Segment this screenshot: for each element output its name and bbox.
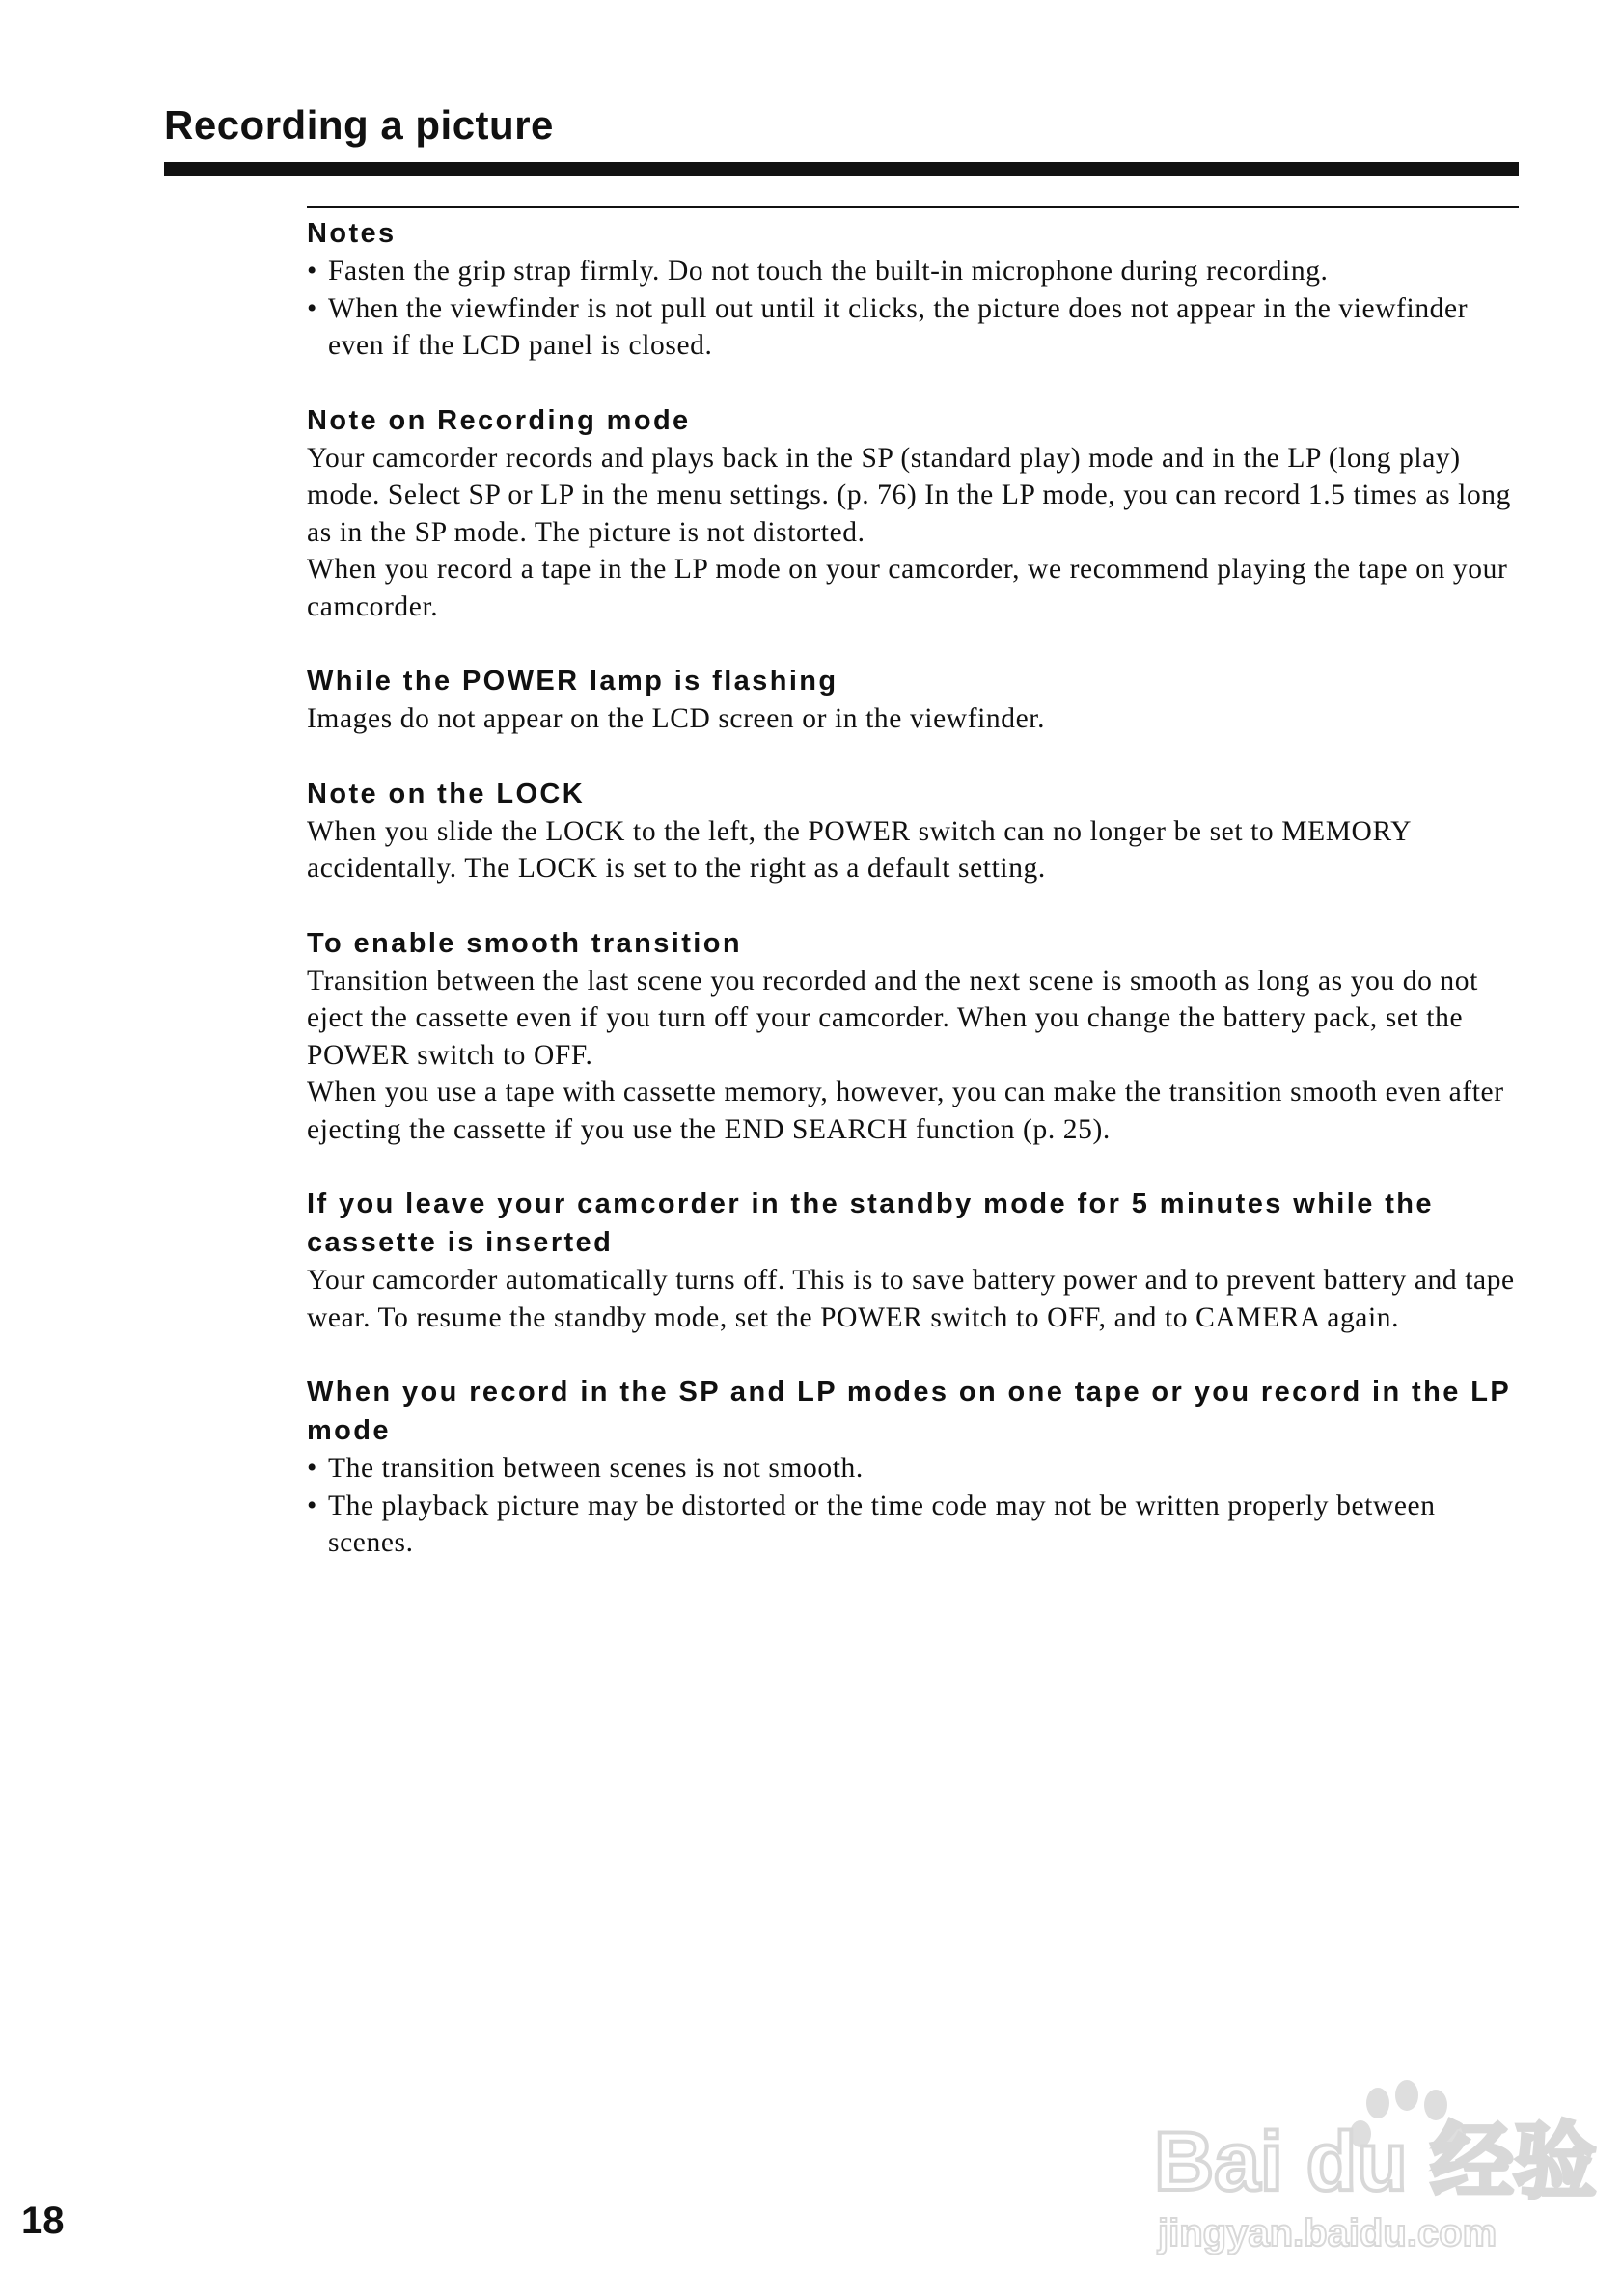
section-paragraph: Transition between the last scene you recorded and the next scene is smooth as long as you do not eject the cassette even if you turn off your camcorder. When you change the battery pack, set the POWER switch to OFF. <box>307 965 1478 1071</box>
watermark-logo-text: Bai du 经验 <box>1154 2116 1597 2208</box>
section-lock <box>307 775 1521 888</box>
baidu-watermark-logo <box>1154 2074 1597 2267</box>
section-paragraph: Your camcorder automatically turns off. This is to save battery power and to prevent battery and tape wear. To resume the standby mode, set the POWER switch to OFF, and to CAMERA again. <box>307 1265 1515 1333</box>
section-standby-mode <box>307 1185 1521 1336</box>
section-paragraph: Your camcorder records and plays back in the SP (standard play) mode and in the LP (long play) mode. Select SP or LP in the menu settings. (p. 76) In the LP mode, you can record 1.5 times as long as in the SP mode. The picture is not distorted. <box>307 442 1511 548</box>
section-heading: Notes <box>307 218 397 249</box>
content-column <box>307 214 1521 1599</box>
section-paragraph: Images do not appear on the LCD screen or in the viewfinder. <box>307 703 1046 734</box>
section-heading: When you record in the SP and LP modes on one tape or you record in the LP mode <box>307 1377 1511 1446</box>
page-title: Recording a picture <box>164 102 554 148</box>
section-heading: To enable smooth transition <box>307 927 742 959</box>
section-sp-lp-modes <box>307 1373 1521 1562</box>
section-heading: Note on the LOCK <box>307 778 586 809</box>
section-paragraph: When you use a tape with cassette memory, however, you can make the transition smooth even after ejecting the cassette if you use the END SEARCH function (p. 25). <box>307 1077 1504 1145</box>
page-number: 18 <box>21 2200 65 2242</box>
bullet-item: • Fasten the grip strap firmly. Do not touch the built-in microphone during recording. <box>307 253 1521 290</box>
section-smooth-transition <box>307 924 1521 1149</box>
bullet-item: • The transition between scenes is not smooth. <box>307 1450 1521 1488</box>
section-paragraph: When you record a tape in the LP mode on your camcorder, we recommend playing the tape on your camcorder. <box>307 554 1508 622</box>
section-heading: While the POWER lamp is flashing <box>307 666 838 697</box>
section-recording-mode <box>307 401 1521 626</box>
section-heading: If you leave your camcorder in the standby mode for 5 minutes while the cassette is inserted <box>307 1189 1434 1258</box>
watermark-url: jingyan.baidu.com <box>1158 2212 1497 2255</box>
section-notes <box>307 214 1521 365</box>
content-rule <box>307 206 1519 208</box>
bullet-item: • The playback picture may be distorted or the time code may not be written properly between scenes. <box>307 1488 1521 1562</box>
bullet-item: • When the viewfinder is not pull out until it clicks, the picture does not appear in the viewfinder even if the LCD panel is closed. <box>307 290 1521 365</box>
section-paragraph: When you slide the LOCK to the left, the POWER switch can no longer be set to MEMORY accidentally. The LOCK is set to the right as a default setting. <box>307 815 1411 884</box>
section-power-lamp <box>307 662 1521 738</box>
title-rule <box>164 162 1519 176</box>
section-heading: Note on Recording mode <box>307 404 691 436</box>
